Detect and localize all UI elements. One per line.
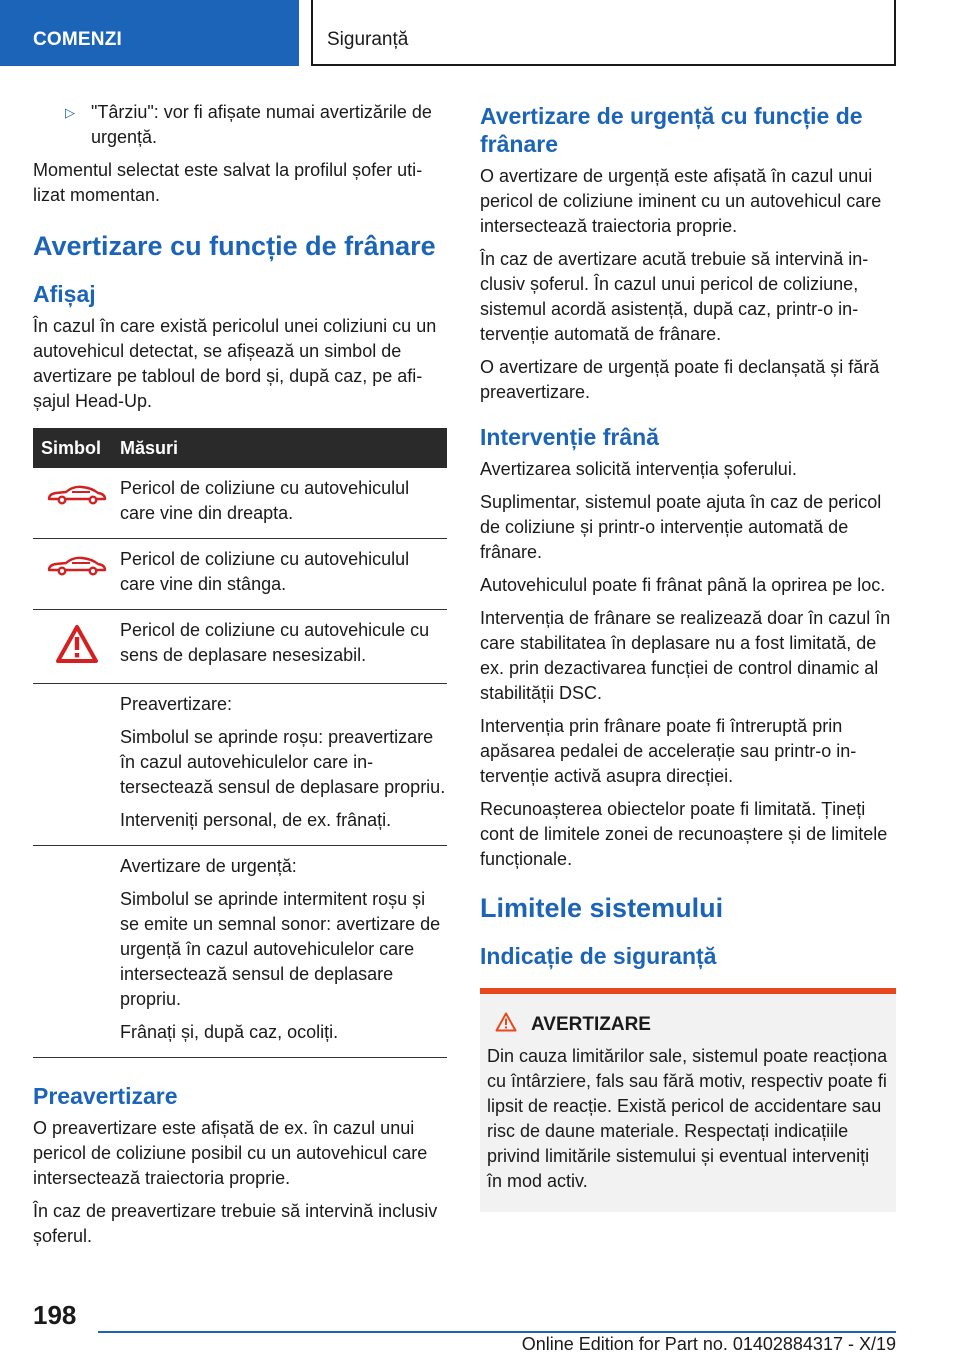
heading-prewarning: Preavertizare [33,1083,178,1109]
warning-box [480,988,896,1212]
table-row [33,610,447,684]
paragraph: În caz de avertizare acută trebuie să intervină inclusiv șoferul. În cazul unui pericol de coliziune, sistemul acordă asistență, după caz, printr-o intervenție automată de frânare. [480,249,869,344]
heading-brake-warning: Avertizare cu funcție de frânare [33,231,436,261]
heading-brake-intervention: Intervenție frână [480,424,659,450]
paragraph: În cazul în care există pericolul unei coliziuni cu un autovehicul detectat, se afișează un simbol de avertizare pe tabloul de bord și, după caz, pe afișajul Head-Up. [33,316,437,411]
symbol-cell [33,468,120,539]
table-row [33,468,447,539]
table-row [33,846,447,1058]
measure-text: Simbolul se aprinde intermitent roșu și se emite un semnal sonor: avertizare de urgență în cazul autovehiculelor care intersectează sensul de deplasare propriu. [120,889,441,1009]
heading-emergency-warning: Avertizare de urgență cu funcție de frânare [480,103,863,157]
measure-text: Preavertizare: [120,694,233,714]
paragraph: Suplimentar, sistemul poate ajuta în caz de pericol de coliziune și printr-o intervenție automată de frânare. [480,492,882,562]
section-title: COMENZI [33,29,123,50]
paragraph: În caz de preavertizare trebuie să intervină inclusiv șoferul. [33,1201,438,1246]
page-number: 198 [33,1300,77,1330]
measure-text: Pericol de coliziune cu autovehicule cu sens de deplasare nesesizabil. [120,620,430,665]
paragraph: O preavertizare este afișată de ex. în cazul unui pericol de coliziune posibil cu un autovehicul care intersectează traiectoria proprie. [33,1118,428,1188]
measure-cell [120,684,447,846]
measure-cell [120,610,447,684]
measure-cell [120,539,447,610]
warning-label: AVERTIZARE [531,1014,651,1035]
measure-text: Simbolul se aprinde roșu: preavertizare în cazul autovehiculelor care intersectează sensul de deplasare propriu. [120,727,446,797]
measure-text: Frânați și, după caz, ocoliți. [120,1022,339,1042]
table-row [33,539,447,610]
heading-system-limits: Limitele sistemului [480,893,724,923]
chapter-tab [311,0,896,66]
measure-cell [120,468,447,539]
warning-triangle-icon [55,624,99,664]
table-header-row [33,428,447,468]
edition-note: Online Edition for Part no. 01402884317 - X/19 [521,1334,896,1354]
paragraph: Autovehiculul poate fi frânat până la oprirea pe loc. [480,575,886,595]
triangle-bullet-icon: ▷ [65,105,75,120]
measure-cell [120,846,447,1058]
paragraph: O avertizare de urgență poate fi declanșată și fără preavertizare. [480,357,880,402]
list-item [33,100,447,150]
paragraph: Recunoașterea obiectelor poate fi limitată. Țineți cont de limitele zonei de recunoaștere și de limitele funcționale. [480,799,888,869]
column-header-symbol: Simbol [33,428,120,468]
paragraph: Intervenția prin frânare poate fi întreruptă prin apăsarea pedalei de accelerație sau printr-o intervenție activă asupra direcției. [480,716,857,786]
section-tab [0,0,299,66]
measure-text: Avertizare de urgență: [120,856,297,876]
measure-text: Interveniți personal, de ex. frânați. [120,810,392,830]
paragraph: Intervenția de frânare se realizează doar în cazul în care stabilitatea în deplasare nu a fost limitată, de ex. prin dezactivarea funcției de control dinamic al stabilității DSC. [480,608,891,703]
heading-safety-note: Indicație de siguranță [480,943,717,969]
warning-text: Din cauza limitărilor sale, sistemul poate reacționa cu întârziere, fals sau fără motiv, respectiv poate fi lipsit de reacție. Există pericol de accidentare sau risc de daune materiale. Respectați indicațiile privind limitările sistemului și eventual interveniți în mod activ. [487,1046,888,1191]
measure-text: Pericol de coliziune cu autovehiculul care vine din stânga. [120,549,410,594]
warning-triangle-icon [495,1012,517,1038]
right-column [480,100,896,1212]
paragraph: Avertizarea solicită intervenția șoferului. [480,459,797,479]
bullet-text: "Târziu": vor fi afișate numai avertizările de urgență. [91,102,432,147]
measure-text: Pericol de coliziune cu autovehiculul care vine din dreapta. [120,478,410,523]
table-row [33,684,447,846]
paragraph: O avertizare de urgență este afișată în cazul unui pericol de coliziune iminent cu un autovehicul care intersectează traiectoria proprie. [480,166,882,236]
car-right-icon [46,482,108,506]
symbol-table [33,428,447,1058]
warning-title [495,1012,888,1038]
symbol-cell [33,610,120,684]
footer-divider [98,1331,896,1333]
left-column [33,100,447,1257]
heading-display: Afișaj [33,281,96,307]
symbol-cell [33,539,120,610]
symbol-cell [33,846,120,1058]
paragraph: Momentul selectat este salvat la profilul șofer utilizat momentan. [33,160,423,205]
symbol-cell [33,684,120,846]
car-left-icon [46,553,108,577]
column-header-measures: Măsuri [120,428,447,468]
chapter-title: Siguranță [327,29,409,50]
